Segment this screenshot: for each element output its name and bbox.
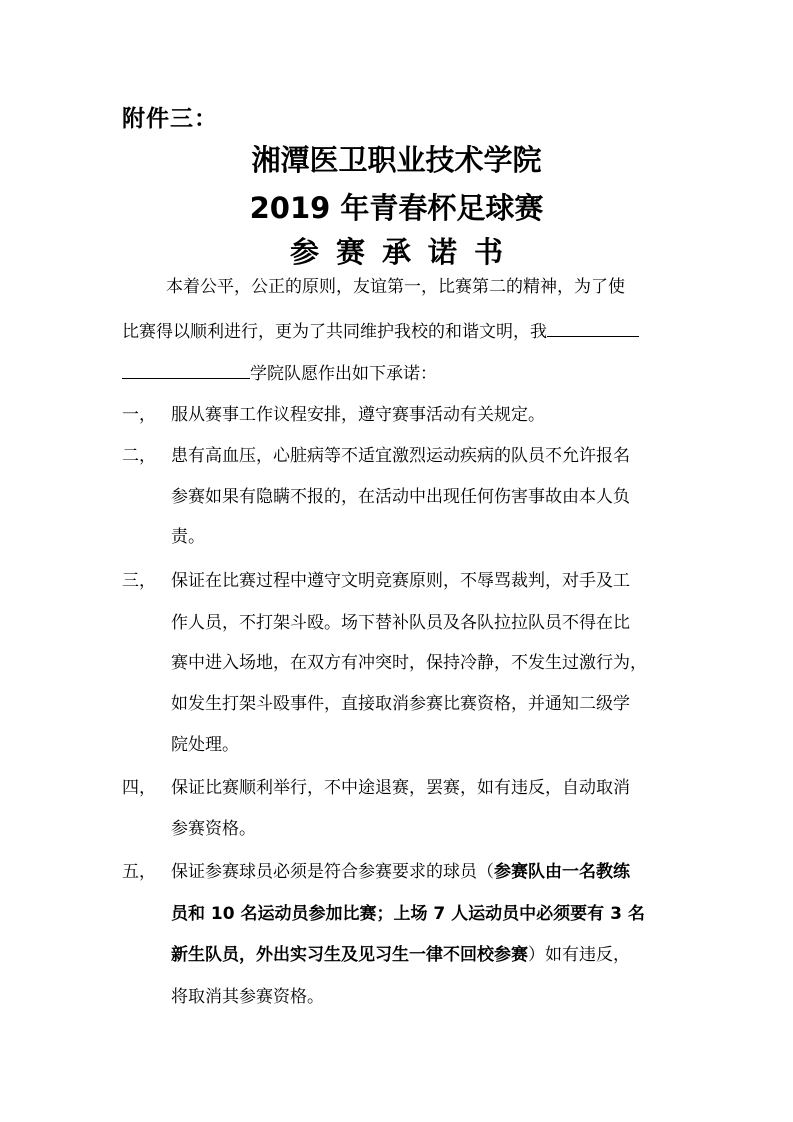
item5-line-4: 将取消其参赛资格。 xyxy=(171,987,324,1007)
item-line: 服从赛事工作议程安排，遵守赛事活动有关规定。 xyxy=(171,405,545,425)
item5-l1-normal: 保证参赛球员必须是符合参赛要求的球员（ xyxy=(171,862,494,882)
intro-line-3 xyxy=(122,359,437,384)
intro-line-2 xyxy=(122,317,639,342)
attachment-label: 附件三： xyxy=(122,106,218,132)
item-number: 五， xyxy=(122,862,156,882)
item-number: 四， xyxy=(122,778,156,798)
item-line: 作人员，不打架斗殴。场下替补队员及各队拉拉队员不得在比 xyxy=(171,613,630,633)
title-pledge: 参赛承诺书 xyxy=(289,235,520,269)
intro-line-1: 本着公平，公正的原则，友谊第一，比赛第二的精神，为了使 xyxy=(166,277,625,297)
item5-l1-bold: 参赛队由一名教练 xyxy=(494,862,630,882)
item-line: 赛中进入场地，在双方有冲突时，保持冷静，不发生过激行为， xyxy=(171,653,647,673)
item-line: 参赛如果有隐瞒不报的，在活动中出现任何伤害事故由本人负 xyxy=(171,487,630,507)
intro-line-2-text: 比赛得以顺利进行，更为了共同维护我校的和谐文明，我 xyxy=(122,322,547,342)
fill-blank-2[interactable] xyxy=(122,362,250,379)
item5-line-1 xyxy=(171,857,630,882)
item-line: 责。 xyxy=(171,527,205,547)
item-number: 一， xyxy=(122,405,156,425)
item-line: 患有高血压，心脏病等不适宜激烈运动疾病的队员不允许报名 xyxy=(171,446,630,466)
item5-line-2: 员和 10 名运动员参加比赛；上场 7 人运动员中必须要有 3 名 xyxy=(171,904,645,924)
item5-l3-normal: ）如有违反， xyxy=(528,945,630,965)
fill-blank-1[interactable] xyxy=(547,320,639,337)
item-line: 如发生打架斗殴事件，直接取消参赛比赛资格，并通知二级学 xyxy=(171,694,630,714)
item-line: 保证比赛顺利举行，不中途退赛，罢赛，如有违反，自动取消 xyxy=(171,778,630,798)
item-number: 三， xyxy=(122,571,156,591)
item-number: 二， xyxy=(122,446,156,466)
item-line: 参赛资格。 xyxy=(171,819,256,839)
item-line: 保证在比赛过程中遵守文明竞赛原则，不辱骂裁判，对手及工 xyxy=(171,571,630,591)
item-line: 院处理。 xyxy=(171,735,239,755)
intro-line-3-text: 学院队愿作出如下承诺： xyxy=(250,364,437,384)
title-event: 2019 年青春杯足球赛 xyxy=(249,191,544,225)
title-college: 湘潭医卫职业技术学院 xyxy=(251,143,542,177)
item5-l3-bold: 新生队员，外出实习生及见习生一律不回校参赛 xyxy=(171,945,528,965)
item5-line-3 xyxy=(171,940,630,965)
